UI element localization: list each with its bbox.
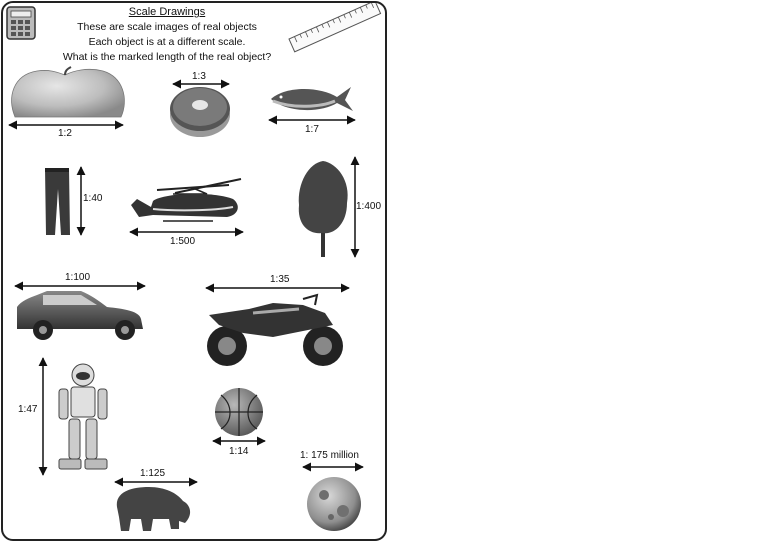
apple-image [12, 67, 125, 117]
helicopter-scale-label: 1:500 [170, 236, 196, 247]
car-scale-label: 1:100 [65, 272, 91, 283]
jeans-scale-label: 1:40 [83, 193, 103, 204]
worksheet-title: Scale Drawings [128, 6, 206, 18]
instruction-line-3: What is the marked length of the real object? [62, 51, 272, 63]
tree-scale-label: 1:400 [356, 201, 382, 212]
motorbike-image [207, 295, 343, 366]
moon-scale-label: 1: 175 million [300, 450, 359, 461]
basketball-image [215, 388, 263, 436]
donut-scale-label: 1:3 [192, 71, 206, 82]
helicopter-image [131, 179, 241, 221]
instruction-line-2: Each object is at a different scale. [88, 36, 246, 48]
apple-scale-label: 1:2 [58, 128, 72, 139]
hippo-scale-label: 1:125 [140, 468, 166, 479]
donut-image [170, 87, 230, 137]
motorbike-scale-label: 1:35 [270, 274, 290, 285]
fish-image [271, 87, 353, 111]
ruler-icon [289, 3, 381, 52]
calculator-icon [7, 7, 35, 39]
worksheet-page [1, 1, 387, 541]
jeans-image [45, 168, 70, 235]
tree-image [299, 161, 348, 257]
car-image [17, 291, 143, 340]
robot-scale-label: 1:47 [18, 404, 38, 415]
hippo-image [117, 487, 190, 531]
robot-image [59, 364, 107, 469]
basketball-scale-label: 1:14 [229, 446, 249, 457]
moon-image [307, 477, 361, 531]
fish-scale-label: 1:7 [305, 124, 319, 135]
instruction-line-1: These are scale images of real objects [77, 21, 257, 33]
